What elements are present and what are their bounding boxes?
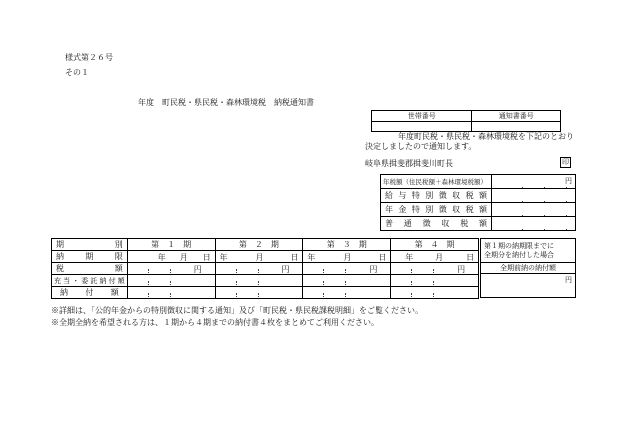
notice-number-label: 通知書番号 [472,111,561,122]
full-payment-line2: 全期分を納付した場合 [484,250,554,259]
reference-number-table [371,110,561,132]
period-2-header: 第 ２ 期 [215,239,303,251]
day-unit: 日 [290,253,299,262]
period-3-header: 第 ３ 期 [303,239,391,251]
period-4-allocation [391,275,479,287]
period-label: 期別 [52,239,128,251]
note-line2: ※全期全納を希望される方は、１期から４期までの納付書４枚をまとめてご利用ください。 [51,318,379,327]
yen-unit: 円 [457,265,466,274]
period-4-deadline [391,251,479,263]
payment-amount-label: 納付額 [52,287,128,299]
period-2-allocation [215,275,303,287]
document-title: 年度 町民税・県民税・森林環境税 納税通知書 [138,98,314,107]
full-payment-condition [481,239,576,263]
notice-text-line1: 年度町民税・県民税・森林環境税を下記のとおり [398,132,574,141]
year-unit: 年 [307,253,316,262]
full-payment-table [480,238,576,298]
period-2-deadline [215,251,303,263]
month-unit: 月 [255,253,264,262]
pension-special-tax-label: 年金特別徴収税額 [381,203,492,217]
installment-table [51,238,479,299]
household-number-label: 世帯番号 [372,111,472,122]
notice-text-line2: 決定しましたので通知します。 [365,142,477,151]
period-3-deadline [303,251,391,263]
annual-tax-label: 年税額（住民税額＋森林環境税額） [381,175,492,189]
day-unit: 日 [466,253,475,262]
period-1-payment [127,287,215,299]
period-1-allocation [127,275,215,287]
year-unit: 年 [405,253,414,262]
form-number: 様式第２６号 [65,53,113,62]
period-1-deadline [127,251,215,263]
period-3-tax [303,263,391,275]
issuer-name: 岐阜県揖斐郡揖斐川町長 [365,159,453,168]
note-line1: ※詳細は、「公的年金からの特別徴収に関する通知」及び「町民税・県民税課税明細」をご覧ください。 [51,306,423,315]
day-unit: 日 [378,253,387,262]
official-seal: 印 [562,158,569,166]
year-unit: 年 [157,253,166,262]
form-part: その１ [65,68,89,77]
salary-special-tax-label: 給与特別徴収税額 [381,189,492,203]
day-unit: 日 [202,253,211,262]
yen-unit: 円 [369,265,378,274]
yen-unit: 円 [565,276,572,284]
yen-unit: 円 [565,177,572,185]
ordinary-tax-value [492,217,576,231]
period-2-payment [215,287,303,299]
month-unit: 月 [179,253,188,262]
month-unit: 月 [343,253,352,262]
ordinary-tax-label: 普通徴収税額 [381,217,492,231]
period-1-tax [127,263,215,275]
pension-special-tax-value [492,203,576,217]
yen-unit: 円 [193,265,202,274]
tax-summary-table [380,174,576,231]
period-4-header: 第 ４ 期 [391,239,479,251]
period-3-allocation [303,275,391,287]
annual-tax-value [492,175,576,189]
tax-amount-label: 税額 [52,263,128,275]
full-payment-label: 全期前納の納付額 [481,263,576,274]
period-2-tax [215,263,303,275]
household-number-value [372,122,472,132]
salary-special-tax-value [492,189,576,203]
notice-number-value [472,122,561,132]
full-payment-line1: 第１期の納期限までに [484,241,554,250]
month-unit: 月 [435,253,444,262]
period-1-header: 第 １ 期 [127,239,215,251]
period-3-payment [303,287,391,299]
allocation-label: 充当・委託納付額 [52,275,128,287]
period-4-payment [391,287,479,299]
yen-unit: 円 [281,265,290,274]
full-payment-value [481,274,576,298]
period-4-tax [391,263,479,275]
year-unit: 年 [219,253,228,262]
deadline-label: 納期限 [52,251,128,263]
